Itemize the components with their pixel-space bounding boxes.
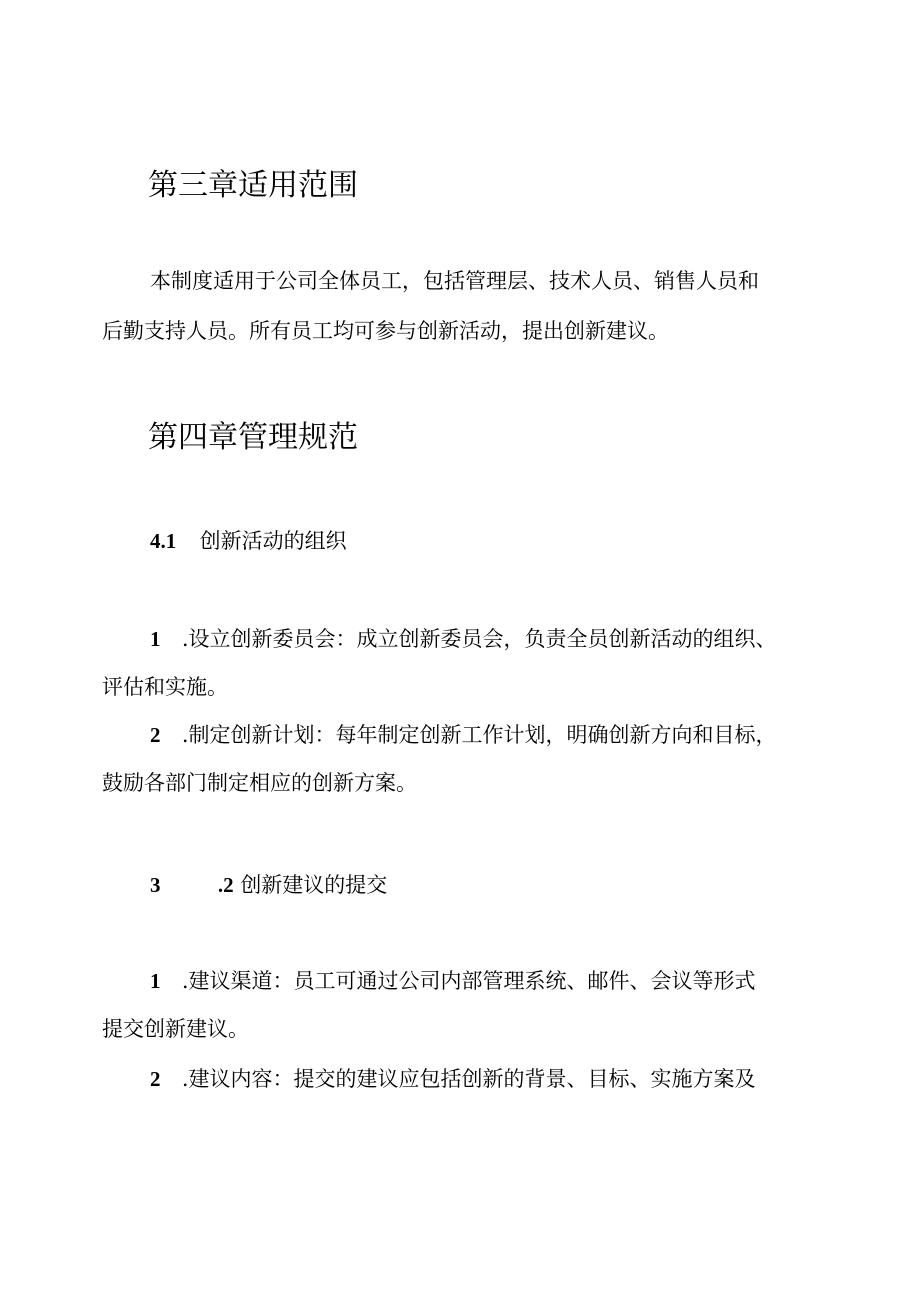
chapter-3-heading: 第三章适用范围 [148,168,358,203]
list-item-2-line-2: 鼓励各部门制定相应的创新方案。 [102,771,417,795]
section-4-1-heading [150,526,347,556]
section-title: 创新活动的组织 [199,529,347,553]
section-number-part-b: .2 [217,873,234,897]
list-item-1-line-1 [150,624,777,654]
list-item-number: 2 [150,723,161,747]
list-item-number: 2 [150,1067,161,1091]
section-4-2-heading [150,870,387,900]
list-item-3-line-1 [150,966,756,996]
list-item-number: 1 [150,627,161,651]
list-item-text: .建议内容：提交的建议应包括创新的背景、目标、实施方案及 [181,1067,756,1091]
list-item-number: 1 [150,969,161,993]
chapter-3-paragraph-line-2: 后勤支持人员。所有员工均可参与创新活动，提出创新建议。 [102,319,669,343]
list-item-1-line-2: 评估和实施。 [102,675,228,699]
chapter-4-heading: 第四章管理规范 [148,420,358,455]
list-item-3-line-2: 提交创新建议。 [102,1017,249,1041]
section-title: 创新建议的提交 [240,873,388,897]
list-item-2-line-1 [150,720,777,750]
section-number-part-a: 3 [150,873,161,897]
list-item-text: .建议渠道：员工可通过公司内部管理系统、邮件、会议等形式 [181,969,756,993]
section-number: 4.1 [150,529,177,553]
list-item-text: .制定创新计划：每年制定创新工作计划，明确创新方向和目标， [181,723,777,747]
chapter-3-paragraph-line-1: 本制度适用于公司全体员工，包括管理层、技术人员、销售人员和 [150,269,759,293]
list-item-text: .设立创新委员会：成立创新委员会，负责全员创新活动的组织、 [181,627,777,651]
list-item-4-line-1 [150,1064,756,1094]
